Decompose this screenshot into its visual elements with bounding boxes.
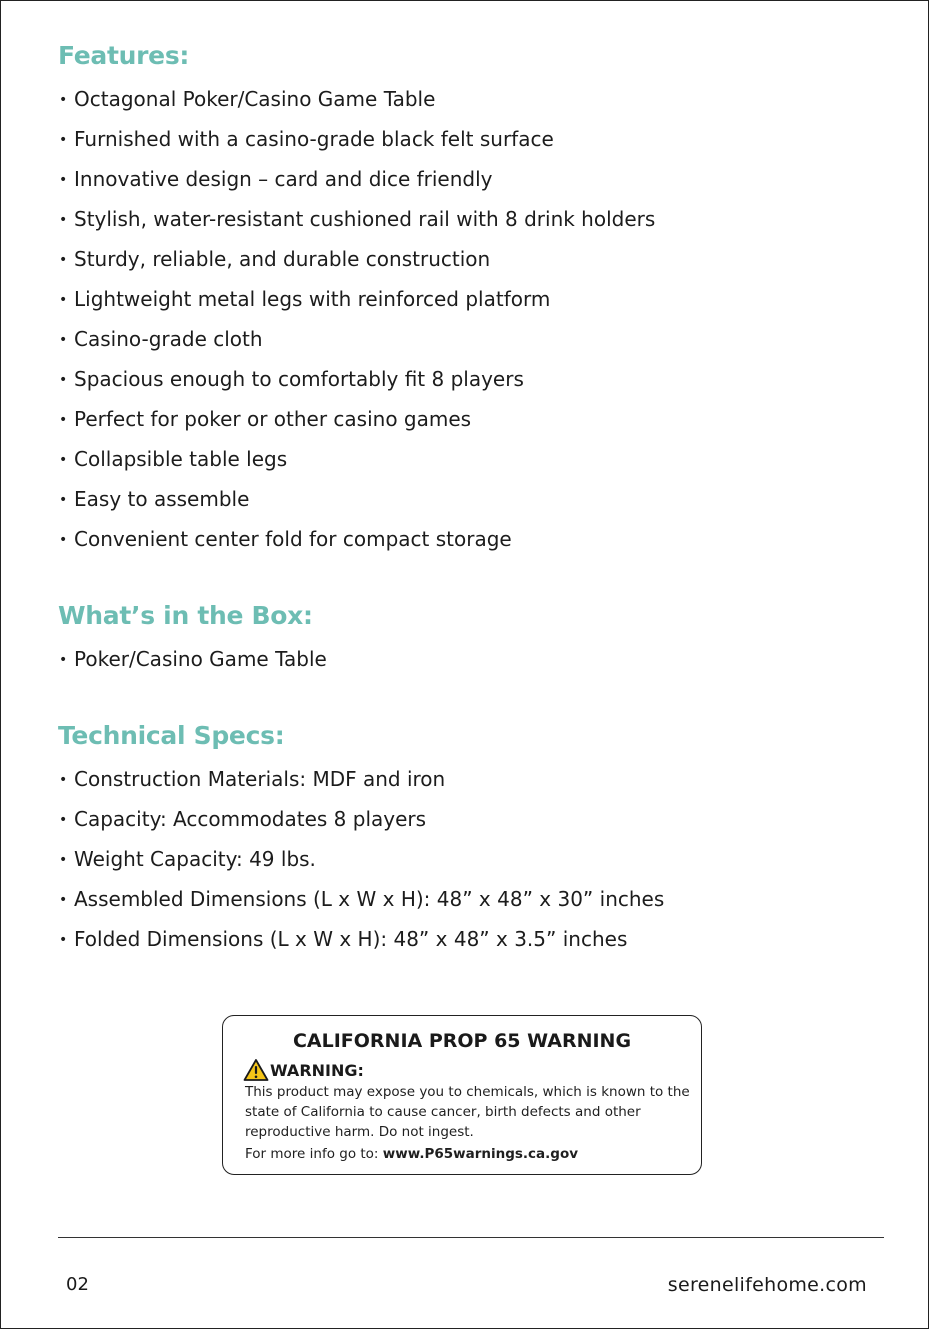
warning-label-row (243, 1058, 364, 1082)
list-item: • Folded Dimensions (L x W x H): 48” x 48” x 3.5” inches (59, 927, 628, 951)
features-list (59, 79, 655, 559)
list-item: • Casino-grade cloth (59, 327, 263, 351)
list-item: • Stylish, water-resistant cushioned rail with 8 drink holders (59, 207, 656, 231)
list-item: • Spacious enough to comfortably fit 8 players (59, 367, 524, 391)
prop65-warning-box (222, 1015, 702, 1175)
list-item: • Capacity: Accommodates 8 players (59, 807, 427, 831)
list-item: • Sturdy, reliable, and durable construction (59, 247, 491, 271)
list-item: • Easy to assemble (59, 487, 250, 511)
technical-specs-list (59, 759, 664, 959)
features-heading: Features: (58, 41, 190, 70)
box-contents-list (59, 639, 327, 679)
warning-info-prefix: For more info go to: (245, 1146, 383, 1162)
list-item: • Perfect for poker or other casino games (59, 407, 472, 431)
website-link[interactable]: serenelifehome.com (667, 1274, 867, 1296)
warning-triangle-icon (243, 1058, 269, 1082)
list-item: • Collapsible table legs (59, 447, 288, 471)
p65-warnings-link[interactable]: www.P65warnings.ca.gov (382, 1146, 579, 1162)
list-item: • Assembled Dimensions (L x W x H): 48” x 48” x 30” inches (59, 887, 665, 911)
list-item: • Innovative design – card and dice friendly (59, 167, 493, 191)
page-number: 02 (66, 1274, 89, 1295)
list-item: • Furnished with a casino-grade black felt surface (59, 127, 554, 151)
footer-divider (58, 1237, 884, 1238)
technical-specs-heading: Technical Specs: (58, 721, 285, 750)
list-item: • Octagonal Poker/Casino Game Table (59, 87, 436, 111)
list-item: • Lightweight metal legs with reinforced platform (59, 287, 551, 311)
warning-body-text: This product may expose you to chemicals, which is known to the state of California to cause cancer, birth defects and other reproductive harm. Do not ingest. (245, 1084, 690, 1140)
list-item: • Convenient center fold for compact storage (59, 527, 512, 551)
warning-info-line (245, 1146, 578, 1162)
list-item: • Construction Materials: MDF and iron (59, 767, 446, 791)
warning-label: WARNING: (270, 1060, 364, 1080)
list-item: • Weight Capacity: 49 lbs. (59, 847, 316, 871)
prop65-warning-title: CALIFORNIA PROP 65 WARNING (292, 1030, 632, 1052)
list-item: • Poker/Casino Game Table (59, 647, 327, 671)
box-contents-heading: What’s in the Box: (58, 601, 313, 630)
